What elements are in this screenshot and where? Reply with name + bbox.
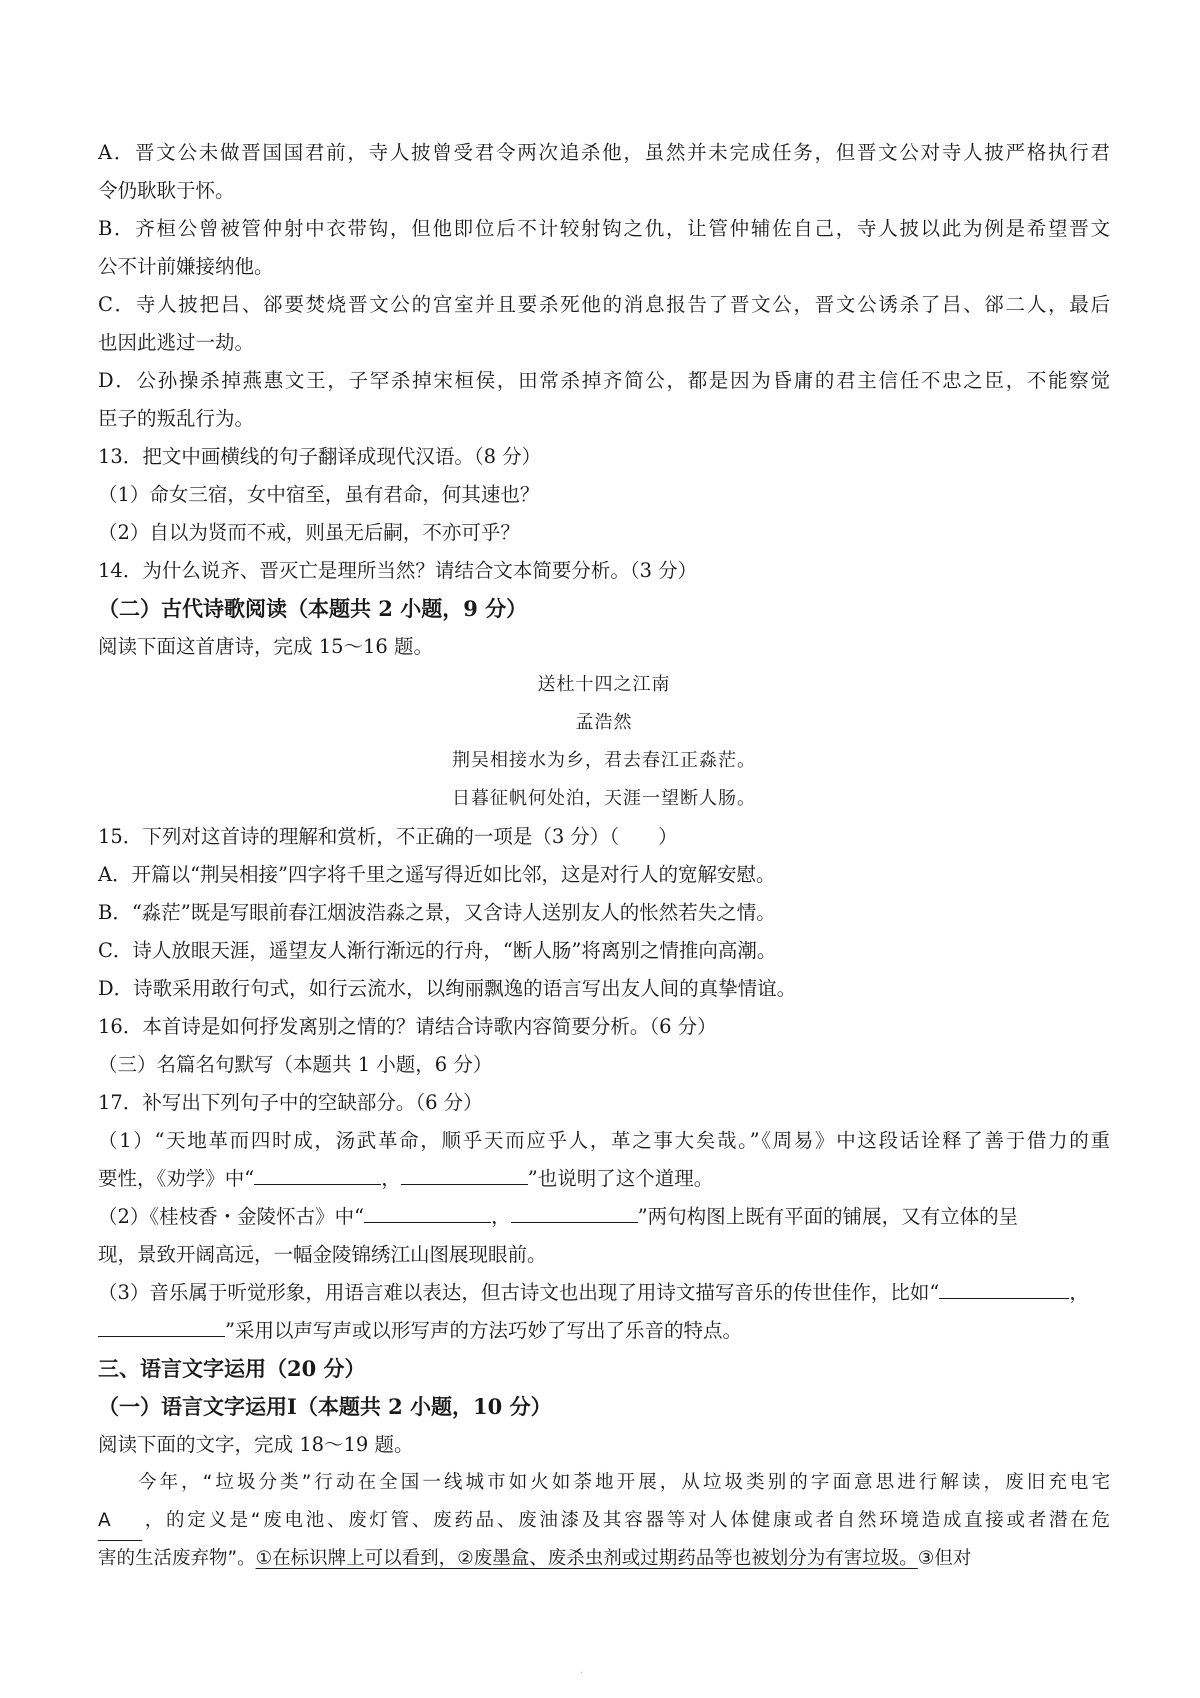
poetry-instruction: 阅读下面这首唐诗，完成 15～16 题。 bbox=[98, 635, 434, 658]
q17-item-1-blank-1 bbox=[254, 1162, 381, 1185]
language-instruction: 阅读下面的文字，完成 18～19 题。 bbox=[98, 1433, 414, 1456]
q17-item-3-line1 bbox=[98, 1274, 1110, 1312]
q17-item-3-line2 bbox=[98, 1312, 1110, 1350]
q12-option-b-line1: B．齐桓公曾被管仲射中衣带钩，但他即位后不计较射钩之仇，让管仲辅佐自己，寺人披以此为例是希望晋文 bbox=[98, 217, 1110, 240]
language-section-heading: 三、语言文字运用（20 分） bbox=[98, 1356, 366, 1381]
q15-option-c: C．诗人放眼天涯，遥望友人渐行渐远的行舟，“断人肠”将离别之情推向高潮。 bbox=[98, 939, 777, 962]
passage-line-3 bbox=[98, 1540, 1110, 1578]
passage-line-2-text: ，的定义是“废电池、废灯管、废药品、废油漆及其容器等对人体健康或者自然环境造成直接或者潜在危 bbox=[142, 1510, 1110, 1531]
q17-item-1-line1: （1）“天地革而四时成，汤武革命，顺乎天而应乎人，革之事大矣哉。”《周易》中这段话诠释了善于借力的重 bbox=[98, 1129, 1110, 1152]
q12-option-c-line2: 也因此逃过一劫。 bbox=[98, 331, 255, 354]
q17-stem: 17．补写出下列句子中的空缺部分。（6 分） bbox=[98, 1091, 483, 1114]
q14-stem: 14．为什么说齐、晋灭亡是理所当然？请结合文本简要分析。（3 分） bbox=[98, 559, 698, 582]
language-subsection-heading: （一）语言文字运用Ⅰ（本题共 2 小题，10 分） bbox=[98, 1394, 552, 1419]
poem-line-1: 荆吴相接水为乡，君去春江正淼茫。 bbox=[452, 750, 756, 771]
q12-option-b-line2: 公不计前嫌接纳他。 bbox=[98, 255, 274, 278]
blank-a-marker: A bbox=[98, 1502, 142, 1541]
q17-item-1-suffix: ”也说明了这个道理。 bbox=[527, 1167, 714, 1190]
q15-option-d: D．诗歌采用敢行句式，如行云流水，以绚丽飘逸的语言写出友人间的真挚情谊。 bbox=[98, 977, 797, 1000]
q12-option-d-line1: D．公孙操杀掉燕惠文王，子罕杀掉宋桓侯，田常杀掉齐简公，都是因为昏庸的君主信任不忠之臣，不能察觉 bbox=[98, 369, 1110, 392]
q17-item-2-comma: ， bbox=[491, 1205, 511, 1228]
q15-stem: 15．下列对这首诗的理解和赏析，不正确的一项是（3 分）（ ） bbox=[98, 825, 678, 848]
q15-option-a: A．开篇以“荆吴相接”四字将千里之遥写得近如比邻，这是对行人的宽解安慰。 bbox=[98, 863, 776, 886]
q17-item-1-comma: ， bbox=[381, 1167, 401, 1190]
q15-option-b: B．“淼茫”既是写眼前春江烟波浩淼之景，又含诗人送别友人的怅然若失之情。 bbox=[98, 901, 776, 924]
poem-author: 孟浩然 bbox=[575, 712, 633, 733]
q17-item-1-prefix: 要性，《劝学》中“ bbox=[98, 1167, 255, 1190]
exam-page bbox=[98, 134, 1110, 1578]
passage-underlined-sentence: ①在标识牌上可以看到，②废墨盒、废杀虫剂或过期药品等也被划分为有害垃圾。 bbox=[255, 1548, 918, 1569]
q17-item-1-line2 bbox=[98, 1160, 1110, 1198]
q12-option-a-line2: 令仍耿耿于怀。 bbox=[98, 179, 235, 202]
q12-option-a-line1: A．晋文公未做晋国国君前，寺人披曾受君令两次追杀他，虽然并未完成任务，但晋文公对寺人披严格执行君 bbox=[98, 141, 1110, 164]
passage-line-3-suffix: ③但对 bbox=[917, 1548, 972, 1569]
q17-item-2-blank-1 bbox=[364, 1200, 491, 1223]
q17-item-2-blank-2 bbox=[511, 1200, 638, 1223]
q17-item-3-suffix: ”采用以声写声或以形写声的方法巧妙了写出了乐音的特点。 bbox=[225, 1319, 742, 1342]
q13-stem: 13．把文中画横线的句子翻译成现代汉语。（8 分） bbox=[98, 445, 542, 468]
q17-item-3-blank-2 bbox=[98, 1314, 225, 1337]
q17-item-3-comma: ， bbox=[1069, 1281, 1089, 1304]
passage-line-3-prefix: 害的生活废弃物”。 bbox=[98, 1548, 256, 1569]
q17-item-2-prefix: （2）《桂枝香・金陵怀古》中“ bbox=[98, 1205, 365, 1228]
q12-option-c-line1: C．寺人披把吕、郤要焚烧晋文公的宫室并且要杀死他的消息报告了晋文公，晋文公诱杀了吕、郤二人，最后 bbox=[98, 293, 1110, 316]
page-footer-dot: · bbox=[580, 1668, 584, 1679]
q17-item-2-suffix: ”两句构图上既有平面的铺展，又有立体的呈 bbox=[637, 1205, 1019, 1228]
passage-line-1: 今年，“垃圾分类”行动在全国一线城市如火如荼地开展，从垃圾类别的字面意思进行解读，废旧充电宅 bbox=[138, 1472, 1110, 1493]
q17-item-2-line1 bbox=[98, 1198, 1110, 1236]
q17-item-2-line2: 现，景致开阔高远，一幅金陵锦绣江山图展现眼前。 bbox=[98, 1243, 547, 1266]
poem-title: 送杜十四之江南 bbox=[537, 674, 671, 695]
q17-item-3-blank-1 bbox=[939, 1276, 1069, 1299]
q17-item-1-blank-2 bbox=[401, 1162, 528, 1185]
poetry-section-heading: （二）古代诗歌阅读（本题共 2 小题，9 分） bbox=[98, 596, 528, 621]
q13-sentence-1: （1）命女三宿，女中宿至，虽有君命，何其速也？ bbox=[98, 483, 540, 506]
q16-stem: 16．本首诗是如何抒发离别之情的？请结合诗歌内容简要分析。（6 分） bbox=[98, 1015, 717, 1038]
q12-option-d-line2: 臣子的叛乱行为。 bbox=[98, 407, 255, 430]
q17-item-3-prefix: （3）音乐属于听觉形象，用语言难以表达，但古诗文也出现了用诗文描写音乐的传世佳作，比如“ bbox=[98, 1281, 940, 1304]
poem-line-2: 日暮征帆何处泊，天涯一望断人肠。 bbox=[452, 788, 756, 809]
q13-sentence-2: （2）自以为贤而不戒，则虽无后嗣，不亦可乎？ bbox=[98, 521, 520, 544]
passage-line-2 bbox=[98, 1502, 1110, 1540]
dictation-section-heading: （三）名篇名句默写（本题共 1 小题，6 分） bbox=[98, 1053, 493, 1076]
